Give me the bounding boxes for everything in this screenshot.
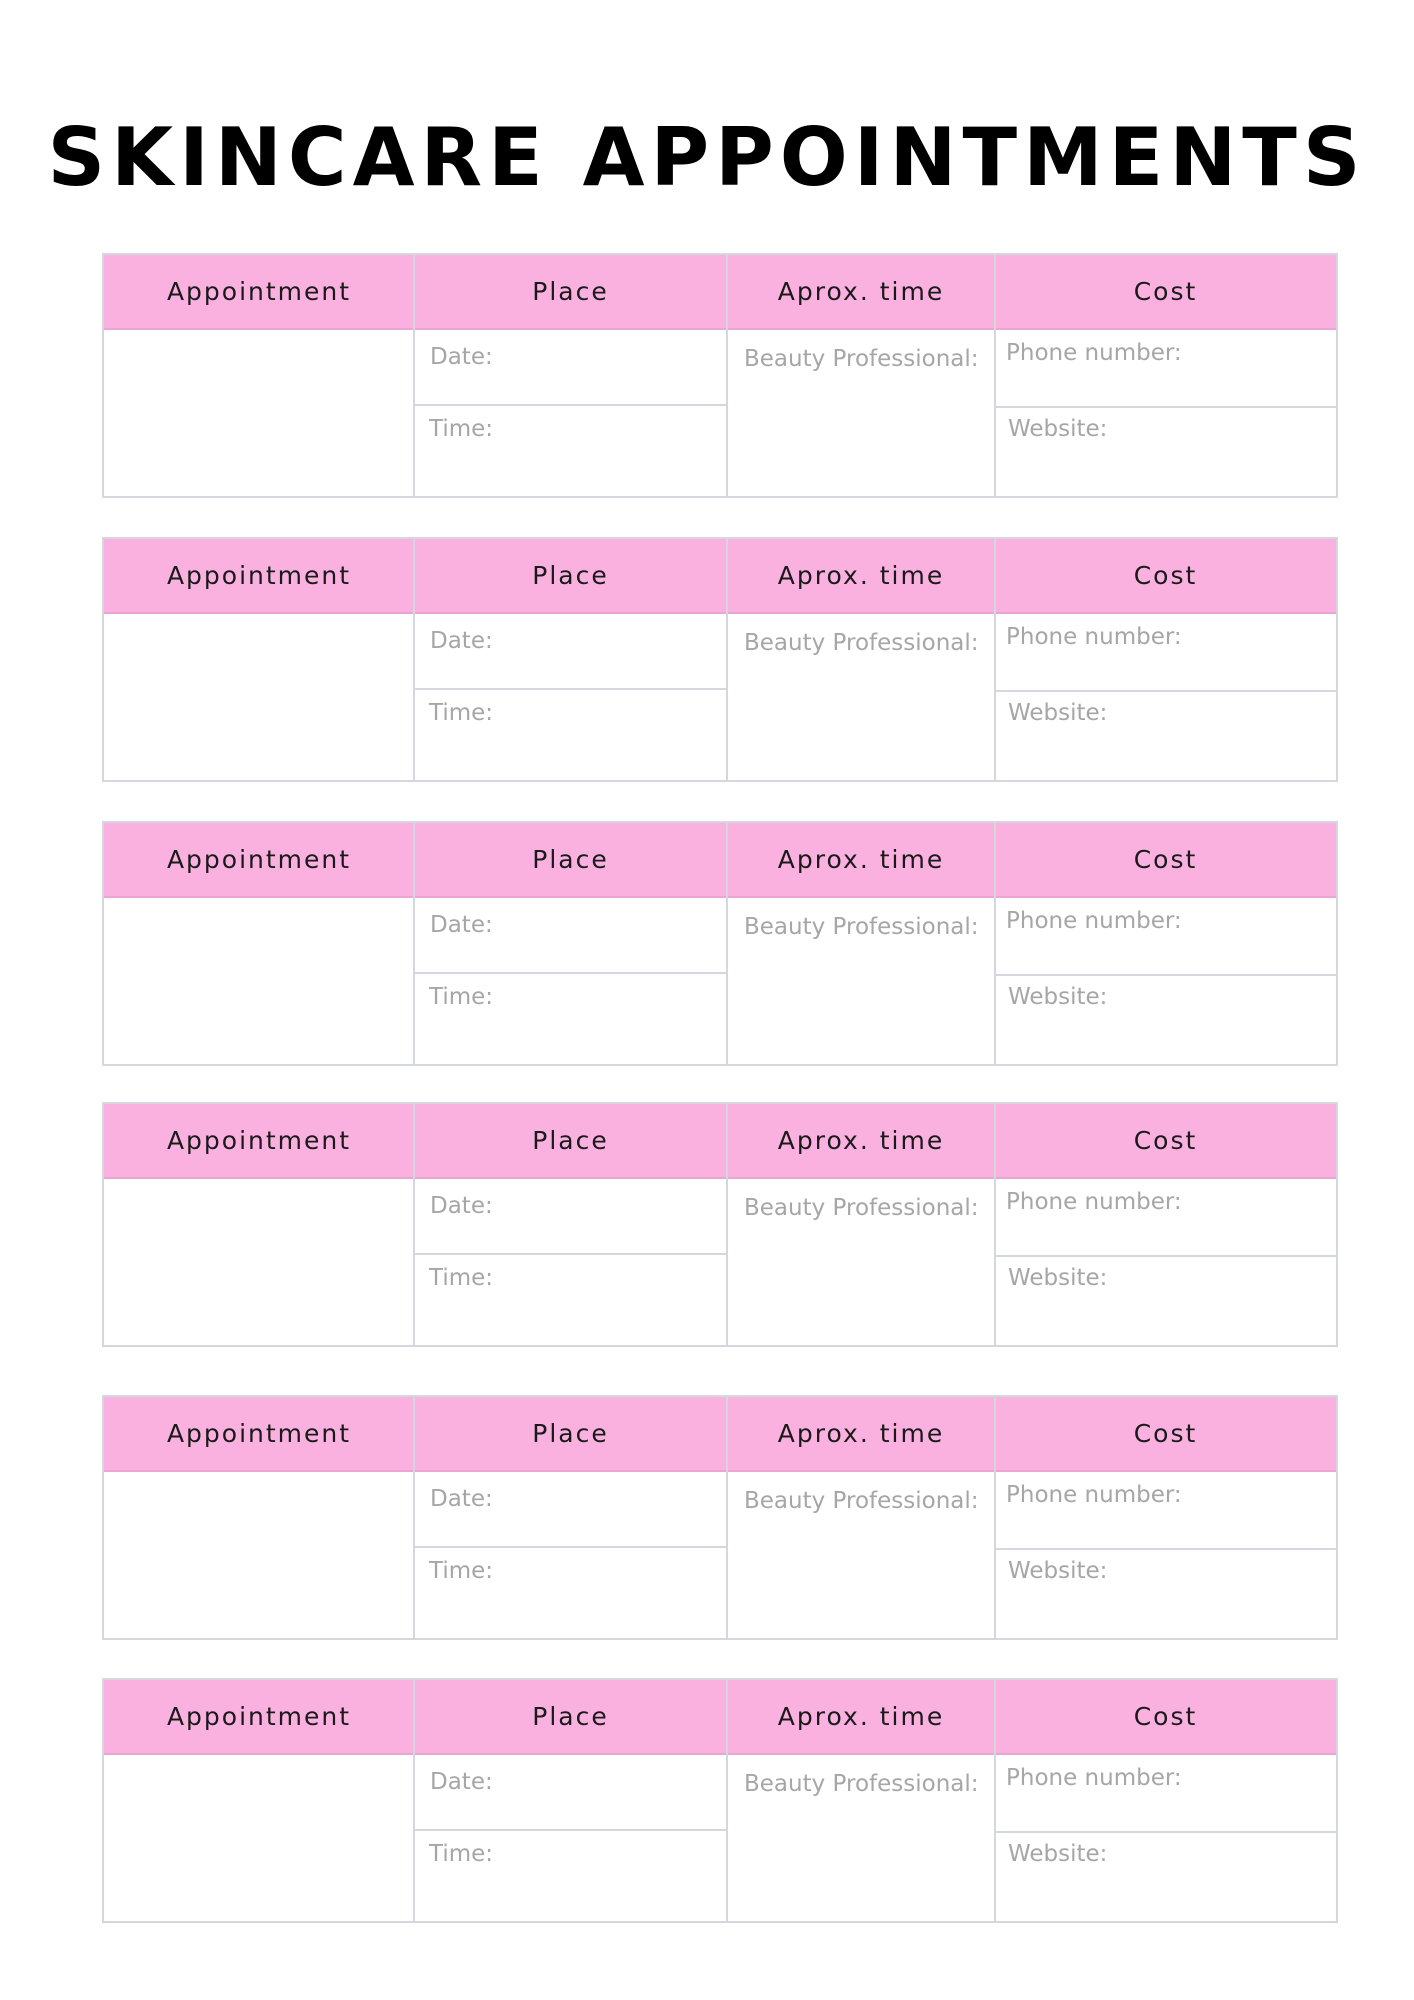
cost-row-divider	[996, 406, 1336, 408]
website-label: Website:	[1008, 1558, 1108, 1584]
header-cost: Cost	[1133, 277, 1198, 306]
appointment-table	[102, 537, 1338, 782]
phone-number-label: Phone number:	[1006, 1189, 1182, 1215]
beauty-professional-label: Beauty Professional:	[744, 1488, 979, 1514]
column-divider	[994, 539, 996, 780]
time-label: Time:	[429, 984, 494, 1010]
website-label: Website:	[1008, 1265, 1108, 1291]
time-label: Time:	[429, 1841, 494, 1867]
date-label: Date:	[430, 1486, 493, 1512]
header-cost: Cost	[1133, 561, 1198, 590]
appointment-table	[102, 821, 1338, 1066]
place-row-divider	[415, 1829, 726, 1831]
header-cost: Cost	[1133, 1702, 1198, 1731]
column-divider	[413, 255, 415, 496]
column-divider	[726, 1397, 728, 1638]
website-label: Website:	[1008, 984, 1108, 1010]
column-divider	[413, 1397, 415, 1638]
header-appointment: Appointment	[166, 561, 352, 590]
column-divider	[726, 539, 728, 780]
header-cost: Cost	[1133, 1126, 1198, 1155]
place-row-divider	[415, 1253, 726, 1255]
header-cost: Cost	[1133, 1419, 1198, 1448]
header-place: Place	[532, 1419, 609, 1448]
place-row-divider	[415, 1546, 726, 1548]
phone-number-label: Phone number:	[1006, 1765, 1182, 1791]
place-row-divider	[415, 404, 726, 406]
beauty-professional-label: Beauty Professional:	[744, 1771, 979, 1797]
header-approx-time: Aprox. time	[777, 845, 945, 874]
header-approx-time: Aprox. time	[777, 1419, 945, 1448]
header-approx-time: Aprox. time	[777, 277, 945, 306]
header-place: Place	[532, 845, 609, 874]
cost-row-divider	[996, 1255, 1336, 1257]
header-appointment: Appointment	[166, 1419, 352, 1448]
table-header-row	[104, 1397, 1336, 1472]
header-approx-time: Aprox. time	[777, 1126, 945, 1155]
appointment-tables	[102, 253, 1338, 1923]
phone-number-label: Phone number:	[1006, 908, 1182, 934]
header-approx-time: Aprox. time	[777, 561, 945, 590]
table-header-row	[104, 823, 1336, 898]
date-label: Date:	[430, 628, 493, 654]
column-divider	[726, 823, 728, 1064]
appointment-table	[102, 1102, 1338, 1347]
column-divider	[413, 1680, 415, 1921]
date-label: Date:	[430, 912, 493, 938]
time-label: Time:	[429, 416, 494, 442]
date-label: Date:	[430, 1769, 493, 1795]
column-divider	[413, 823, 415, 1064]
date-label: Date:	[430, 1193, 493, 1219]
header-appointment: Appointment	[166, 1702, 352, 1731]
table-header-row	[104, 255, 1336, 330]
place-row-divider	[415, 972, 726, 974]
phone-number-label: Phone number:	[1006, 1482, 1182, 1508]
column-divider	[994, 255, 996, 496]
time-label: Time:	[429, 1265, 494, 1291]
header-place: Place	[532, 1702, 609, 1731]
appointment-table	[102, 1678, 1338, 1923]
header-appointment: Appointment	[166, 845, 352, 874]
website-label: Website:	[1008, 700, 1108, 726]
phone-number-label: Phone number:	[1006, 340, 1182, 366]
phone-number-label: Phone number:	[1006, 624, 1182, 650]
column-divider	[994, 823, 996, 1064]
cost-row-divider	[996, 974, 1336, 976]
column-divider	[413, 539, 415, 780]
beauty-professional-label: Beauty Professional:	[744, 1195, 979, 1221]
beauty-professional-label: Beauty Professional:	[744, 630, 979, 656]
header-appointment: Appointment	[166, 1126, 352, 1155]
appointment-table	[102, 253, 1338, 498]
cost-row-divider	[996, 1831, 1336, 1833]
column-divider	[994, 1680, 996, 1921]
header-appointment: Appointment	[166, 277, 352, 306]
date-label: Date:	[430, 344, 493, 370]
time-label: Time:	[429, 1558, 494, 1584]
beauty-professional-label: Beauty Professional:	[744, 914, 979, 940]
header-place: Place	[532, 561, 609, 590]
table-header-row	[104, 1104, 1336, 1179]
header-cost: Cost	[1133, 845, 1198, 874]
column-divider	[726, 255, 728, 496]
website-label: Website:	[1008, 416, 1108, 442]
column-divider	[726, 1680, 728, 1921]
time-label: Time:	[429, 700, 494, 726]
column-divider	[994, 1104, 996, 1345]
column-divider	[994, 1397, 996, 1638]
header-place: Place	[532, 277, 609, 306]
cost-row-divider	[996, 1548, 1336, 1550]
appointment-table	[102, 1395, 1338, 1640]
cost-row-divider	[996, 690, 1336, 692]
place-row-divider	[415, 688, 726, 690]
table-header-row	[104, 539, 1336, 614]
column-divider	[413, 1104, 415, 1345]
website-label: Website:	[1008, 1841, 1108, 1867]
header-approx-time: Aprox. time	[777, 1702, 945, 1731]
page-title: SKINCARE APPOINTMENTS	[47, 111, 1367, 204]
table-header-row	[104, 1680, 1336, 1755]
beauty-professional-label: Beauty Professional:	[744, 346, 979, 372]
column-divider	[726, 1104, 728, 1345]
header-place: Place	[532, 1126, 609, 1155]
